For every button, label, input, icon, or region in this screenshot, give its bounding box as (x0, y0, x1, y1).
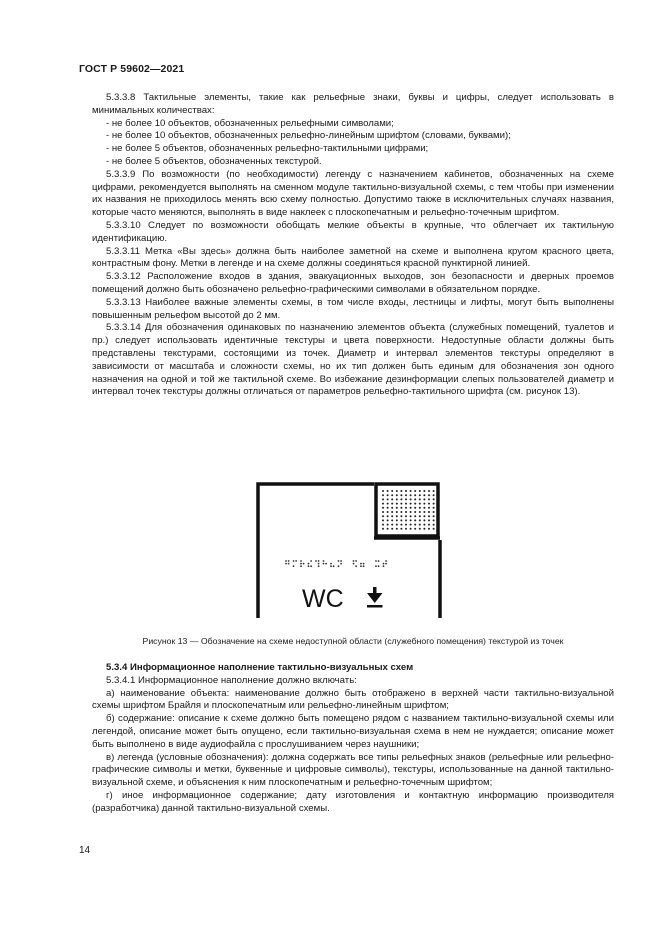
texture-dot (428, 519, 430, 521)
texture-dot (400, 498, 402, 500)
list-item-c: в) легенда (условные обозначения): должна содержать все типы рельефных знаков (рельефные или рельефно-графические символы и метки, буквенные и цифровые символы), текстуры, использованные на данной тактильно-визуальной схеме, и объяснения к ним плоскопечатным и рельефно-точечным шрифтом; (92, 751, 614, 789)
texture-dot (405, 507, 407, 509)
braille-dot (308, 563, 310, 565)
texture-dot (414, 519, 416, 521)
texture-dot (391, 511, 393, 513)
braille-dot (330, 565, 332, 567)
texture-dot (433, 511, 435, 513)
texture-dot (428, 490, 430, 492)
floor-plan-diagram (256, 481, 442, 618)
texture-dot (423, 524, 425, 526)
texture-dot (428, 511, 430, 513)
braille-dot (383, 563, 385, 565)
braille-dot (318, 560, 320, 562)
braille-dot (378, 560, 380, 562)
para-5-3-3-12: 5.3.3.12 Расположение входов в здания, эвакуационных выходов, зон безопасности и дверных проемов помещений должно быть обозначено рельефно-графическими символами в обязательном порядке. (92, 271, 614, 295)
braille-dot (293, 560, 295, 562)
texture-dot (405, 494, 407, 496)
braille-dot (325, 563, 327, 565)
wc-label: WC (302, 585, 344, 613)
texture-dot (433, 490, 435, 492)
braille-dot (318, 563, 320, 565)
texture-dot (410, 519, 412, 521)
texture-dot (382, 528, 384, 530)
texture-dot (428, 498, 430, 500)
texture-dot (391, 528, 393, 530)
braille-dot (285, 563, 287, 565)
texture-dot (391, 498, 393, 500)
texture-dot (423, 515, 425, 517)
braille-dot (293, 565, 295, 567)
texture-dot (400, 507, 402, 509)
braille-dot (303, 563, 305, 565)
texture-dot (423, 498, 425, 500)
texture-dot (382, 515, 384, 517)
para-5-3-3-11: 5.3.3.11 Метка «Вы здесь» должна быть наиболее заметной на схеме и выполнена кругом красного цвета, контрастным фону. Метки в легенде и на схеме должны соединяться красной пунктирной линией. (92, 245, 614, 270)
braille-dot (338, 565, 340, 567)
texture-dot (405, 515, 407, 517)
list-item: - не более 10 объектов, обозначенных рельефными символами; (106, 117, 394, 129)
braille-dot (288, 560, 290, 562)
texture-dot (423, 519, 425, 521)
texture-dot (382, 503, 384, 505)
texture-dot (433, 528, 435, 530)
texture-dot (391, 515, 393, 517)
texture-dot (382, 507, 384, 509)
texture-dot (387, 515, 389, 517)
dot-texture (382, 490, 435, 530)
texture-dot (387, 511, 389, 513)
texture-dot (433, 494, 435, 496)
para-5-3-3-8: 5.3.3.8 Тактильные элементы, такие как рельефные знаки, буквы и цифры, следует использовать в минимальных количествах: (92, 92, 614, 116)
braille-dot (363, 565, 365, 567)
braille-dot (340, 560, 342, 562)
texture-dot (400, 528, 402, 530)
texture-dot (405, 503, 407, 505)
braille-dot (383, 565, 385, 567)
braille-dot (340, 563, 342, 565)
braille-dot (363, 563, 365, 565)
texture-dot (410, 498, 412, 500)
texture-dot (419, 515, 421, 517)
figure-13 (256, 481, 442, 618)
texture-dot (387, 490, 389, 492)
texture-dot (405, 524, 407, 526)
braille-dot (285, 560, 287, 562)
texture-dot (400, 503, 402, 505)
braille-dot (360, 563, 362, 565)
texture-dot (382, 490, 384, 492)
texture-dot (387, 519, 389, 521)
texture-dot (428, 494, 430, 496)
braille-dot (300, 565, 302, 567)
texture-dot (414, 511, 416, 513)
texture-dot (410, 507, 412, 509)
texture-dot (419, 494, 421, 496)
texture-dot (391, 507, 393, 509)
texture-dot (400, 519, 402, 521)
texture-dot (423, 490, 425, 492)
texture-dot (400, 524, 402, 526)
list-item-a: а) наименование объекта: наименование должно быть отображено в верхней части тактильно-визуальной схемы шрифтом Брайля и плоскопечатным или рельефно-линейным шрифтом; (92, 687, 614, 712)
texture-dot (391, 490, 393, 492)
texture-dot (405, 528, 407, 530)
texture-dot (414, 503, 416, 505)
texture-dot (419, 524, 421, 526)
texture-dot (428, 507, 430, 509)
texture-dot (410, 490, 412, 492)
braille-dot (385, 560, 387, 562)
texture-dot (387, 498, 389, 500)
texture-dot (382, 498, 384, 500)
braille-dot (375, 565, 377, 567)
texture-dot (433, 519, 435, 521)
texture-dot (396, 511, 398, 513)
texture-dot (419, 490, 421, 492)
texture-dot (387, 494, 389, 496)
texture-dot (391, 519, 393, 521)
braille-dot (375, 560, 377, 562)
braille-dot (378, 565, 380, 567)
texture-dot (387, 507, 389, 509)
texture-dot (414, 490, 416, 492)
texture-dot (428, 515, 430, 517)
section-heading: 5.3.4 Информационное наполнение тактильно-визуальных схем (106, 662, 414, 673)
braille-dot (353, 560, 355, 562)
braille-dot (330, 563, 332, 565)
texture-dot (414, 528, 416, 530)
braille-dot (338, 560, 340, 562)
texture-dot (428, 524, 430, 526)
texture-dot (396, 519, 398, 521)
texture-dot (382, 519, 384, 521)
texture-dot (410, 511, 412, 513)
braille-dot (308, 565, 310, 567)
texture-dot (414, 515, 416, 517)
texture-dot (396, 494, 398, 496)
braille-dot (360, 565, 362, 567)
texture-dot (396, 507, 398, 509)
texture-dot (419, 507, 421, 509)
figure-caption: Рисунок 13 — Обозначение на схеме недоступной области (служебного помещения) текстурой из точек (142, 636, 564, 646)
texture-dot (396, 498, 398, 500)
texture-dot (414, 524, 416, 526)
texture-dot (419, 519, 421, 521)
para-5-3-3-14: 5.3.3.14 Для обозначения одинаковых по назначению элементов объекта (служебных помещений, туалетов и пр.) следует использовать идентичные текстуры и цвета поверхности. Недоступные области должны быть представлены текстурами, состоящими из точек. Диаметр и интервал элементов текстуры определяют в зависимости от масштаба и сложности схемы, но их тип должен быть единым для обозначения зон одного назначения на одной и той же тактильной схеме. Во избежание дезинформации слепых пользователей диаметр и интервал точек текстуры должны отличаться от параметров рельефно-тактильного шрифта (см. рисунок 13). (92, 322, 614, 398)
texture-dot (423, 507, 425, 509)
texture-dot (410, 524, 412, 526)
texture-dot (405, 490, 407, 492)
braille-dot (300, 560, 302, 562)
texture-dot (396, 503, 398, 505)
list-item: - не более 5 объектов, обозначенных рельефно-тактильными цифрами; (106, 143, 429, 155)
texture-dot (400, 511, 402, 513)
texture-dot (396, 528, 398, 530)
list-item-d: г) иное информационное содержание; дату изготовления и контактную информацию производителя (разработчика) данной тактильно-визуальной схемы. (92, 789, 614, 814)
standard-header: ГОСТ Р 59602—2021 (79, 63, 185, 75)
texture-dot (391, 524, 393, 526)
texture-dot (433, 503, 435, 505)
section-5-3-4-text (92, 662, 614, 816)
braille-dot (318, 565, 320, 567)
braille-dot (355, 565, 357, 567)
braille-dot (295, 560, 297, 562)
texture-dot (400, 515, 402, 517)
texture-dot (428, 528, 430, 530)
braille-dot (323, 560, 325, 562)
texture-dot (433, 507, 435, 509)
texture-dot (433, 498, 435, 500)
texture-dot (382, 494, 384, 496)
texture-dot (405, 498, 407, 500)
texture-dot (382, 511, 384, 513)
list-item-b: б) содержание: описание к схеме должно быть помещено рядом с названием тактильно-визуальной схемы или легендой, описание может быть опущено, если тактильно-визуальная схема в нем не нуждается; описание может быть выполнено в виде аудиофайла с прослушиванием через наушники; (92, 713, 614, 750)
texture-dot (405, 519, 407, 521)
texture-dot (419, 503, 421, 505)
texture-dot (423, 494, 425, 496)
texture-dot (410, 528, 412, 530)
texture-dot (428, 503, 430, 505)
texture-dot (387, 503, 389, 505)
texture-dot (423, 503, 425, 505)
section-5-3-3-text (92, 92, 614, 399)
texture-dot (423, 528, 425, 530)
texture-dot (423, 511, 425, 513)
texture-dot (396, 515, 398, 517)
braille-dot (300, 563, 302, 565)
texture-dot (391, 494, 393, 496)
texture-dot (410, 494, 412, 496)
texture-dot (414, 494, 416, 496)
texture-dot (419, 528, 421, 530)
texture-dot (400, 494, 402, 496)
para-5-3-3-10: 5.3.3.10 Следует по возможности обобщать мелкие объекты в крупные, что облегчает их тактильную идентификацию. (92, 219, 614, 244)
braille-dot (323, 563, 325, 565)
texture-dot (410, 515, 412, 517)
texture-dot (405, 511, 407, 513)
para-5-3-4-1: 5.3.4.1 Информационное наполнение должно включать: (106, 674, 357, 686)
texture-dot (391, 503, 393, 505)
texture-dot (414, 498, 416, 500)
texture-dot (387, 528, 389, 530)
texture-dot (382, 524, 384, 526)
texture-dot (414, 507, 416, 509)
list-item: - не более 10 объектов, обозначенных рельефно-линейным шрифтом (словами, буквами); (106, 130, 511, 142)
braille-dot (315, 560, 317, 562)
braille-dot (310, 560, 312, 562)
texture-dot (410, 503, 412, 505)
braille-dot (385, 563, 387, 565)
braille-dot (310, 565, 312, 567)
page-number: 14 (79, 845, 91, 856)
texture-dot (419, 511, 421, 513)
braille-dot (333, 565, 335, 567)
para-5-3-3-9: 5.3.3.9 По возможности (по необходимости) легенду с назначением кабинетов, обозначенных на схеме цифрами, рекомендуется выполнять на сменном модуле тактильно-визуальной схемы, с тем чтобы при изменении их названия не приходилось менять всю схему полностью. Допустимо также в исключительных случаях названия, которые часто меняются, выполнять в виде наклеек с плоскопечатным и рельефно-точечным шрифтом. (92, 168, 614, 219)
texture-dot (387, 524, 389, 526)
texture-dot (396, 490, 398, 492)
arrow-down-icon (367, 587, 383, 608)
texture-dot (396, 524, 398, 526)
para-5-3-3-13: 5.3.3.13 Наиболее важные элементы схемы, в том числе входы, лестницы и лифты, могут быть выполнены повышенным рельефом высотой до 2 мм. (92, 296, 614, 321)
braille-dot (353, 563, 355, 565)
texture-dot (419, 498, 421, 500)
braille-dot (355, 560, 357, 562)
braille-text (285, 560, 387, 567)
braille-dot (288, 563, 290, 565)
texture-dot (433, 515, 435, 517)
texture-dot (433, 524, 435, 526)
texture-dot (400, 490, 402, 492)
list-item: - не более 5 объектов, обозначенных текстурой. (106, 155, 322, 167)
